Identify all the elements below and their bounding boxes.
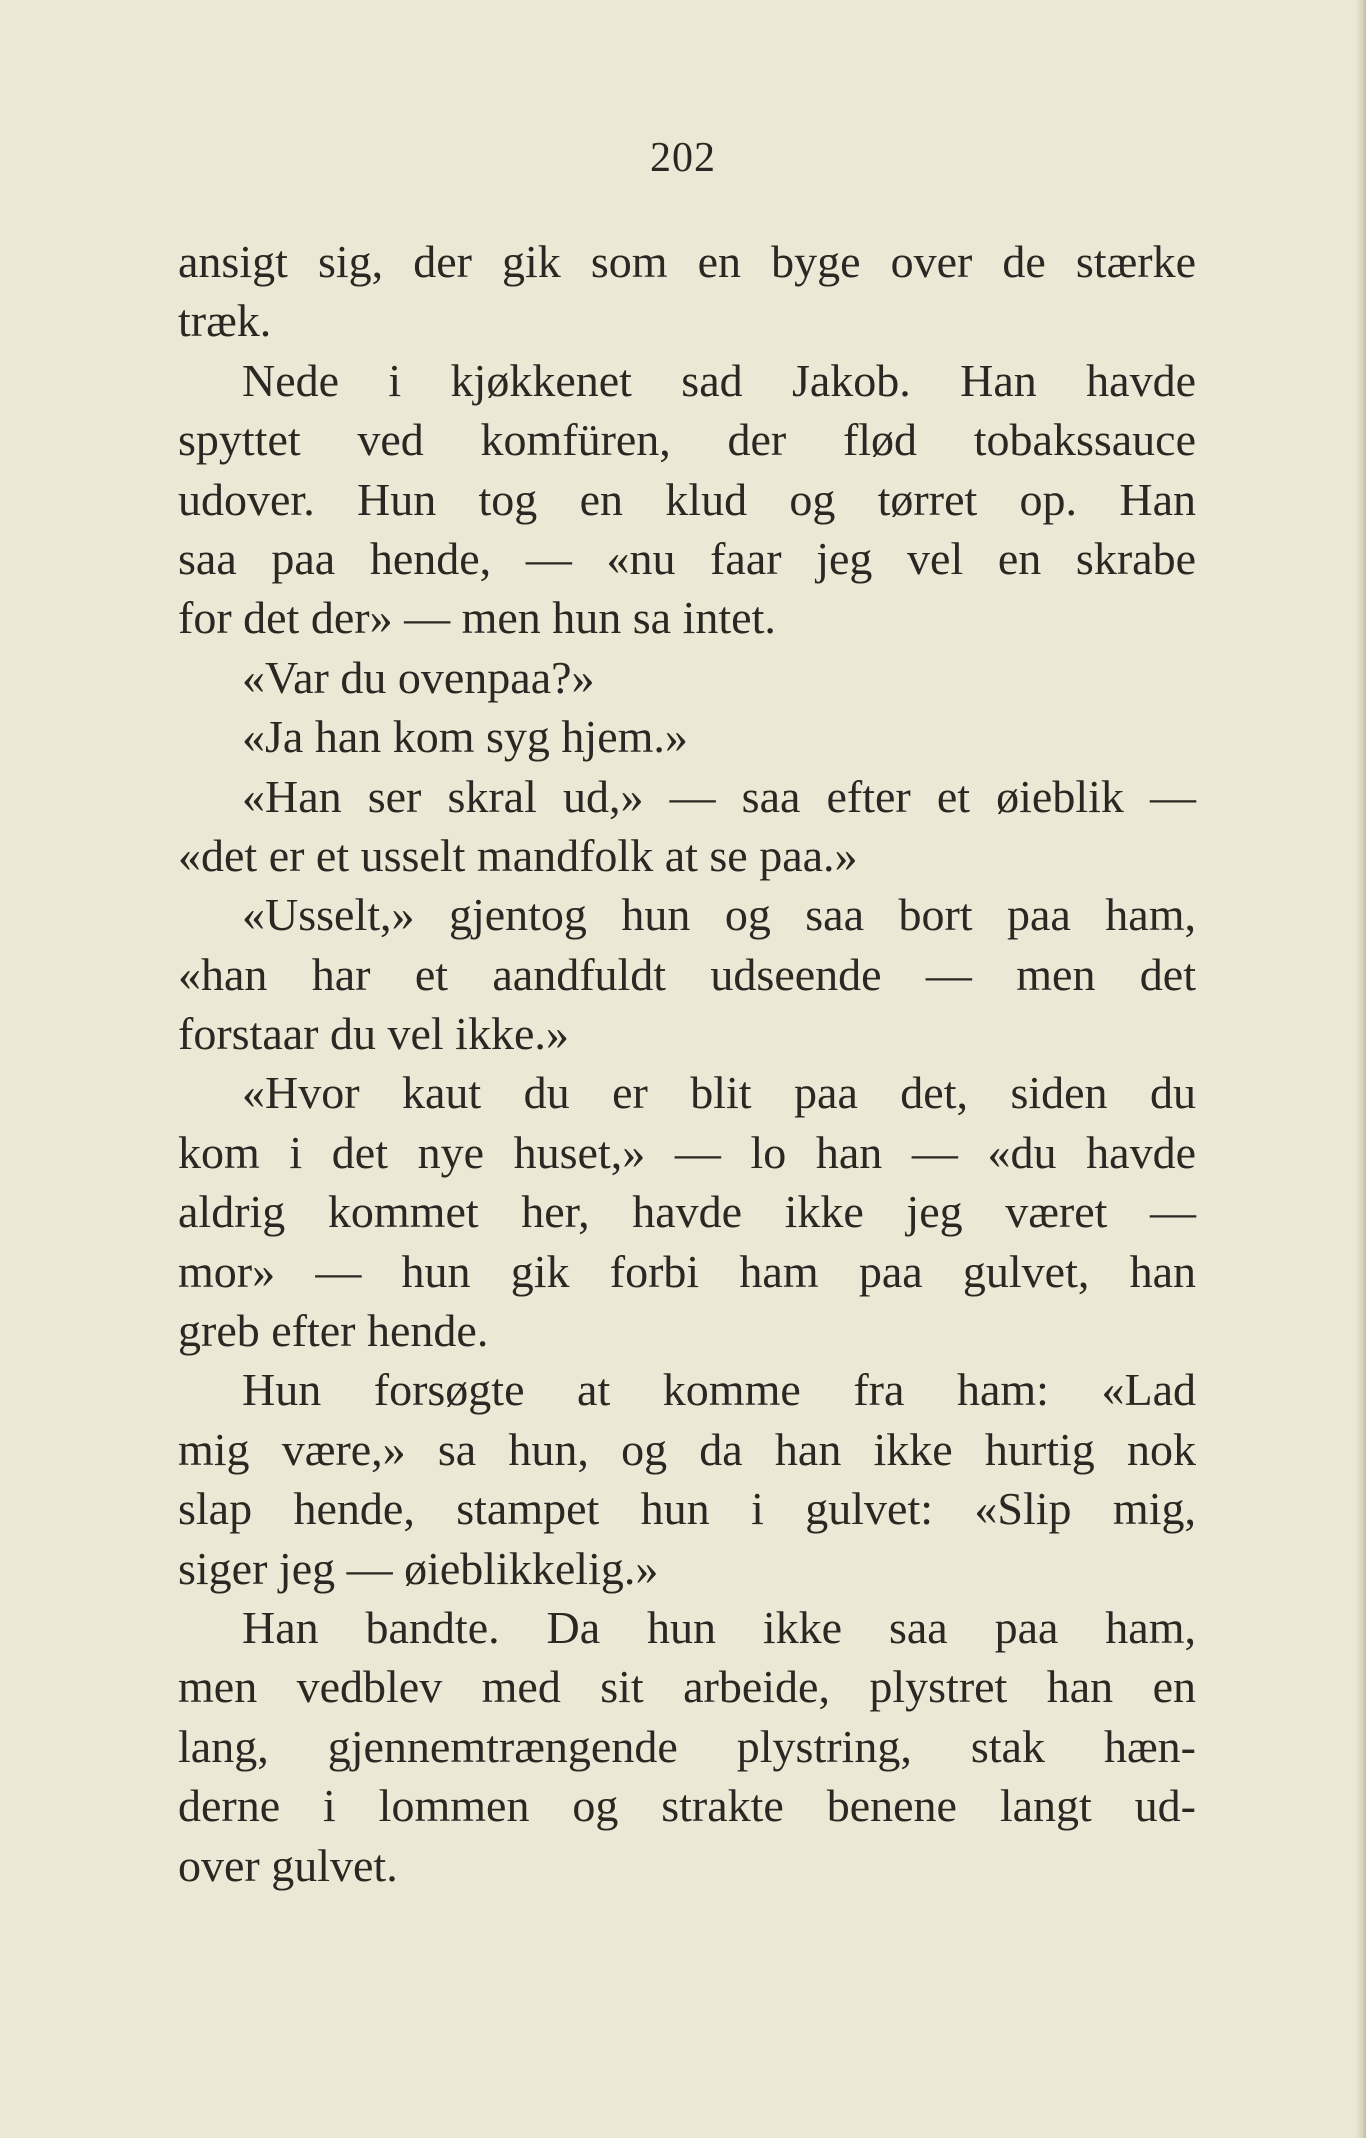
text-line: forstaar du vel ikke.»: [178, 1008, 569, 1060]
text-line: «Hvor kaut du er blit paa det, siden du: [242, 1067, 1196, 1119]
page-number: 202: [650, 135, 716, 181]
body-text: [178, 232, 1196, 1895]
text-line: saa paa hende, — «nu faar jeg vel en skrabe: [178, 532, 1196, 584]
text-line: greb efter hende.: [178, 1305, 489, 1357]
text-line: men vedblev med sit arbeide, plystret han en: [178, 1661, 1196, 1713]
text-line: over gulvet.: [178, 1839, 398, 1891]
text-line: «Ja han kom syg hjem.»: [242, 711, 688, 763]
text-line: «Han ser skral ud,» — saa efter et øieblik —: [242, 770, 1196, 822]
text-line: ansigt sig, der gik som en byge over de stærke: [178, 236, 1196, 287]
text-line: mig være,» sa hun, og da han ikke hurtig nok: [178, 1423, 1196, 1475]
text-line: kom i det nye huset,» — lo han — «du havde: [178, 1126, 1196, 1178]
text-line: «Var du ovenpaa?»: [242, 651, 595, 703]
text-line: derne i lommen og strakte benene langt ud-: [178, 1780, 1196, 1832]
text-line: aldrig kommet her, havde ikke jeg været —: [178, 1186, 1196, 1238]
text-line: spyttet ved komfüren, der flød tobakssauce: [178, 414, 1196, 466]
text-line: træk.: [178, 295, 272, 347]
text-line: siger jeg — øieblikkelig.»: [178, 1542, 659, 1594]
page-edge: [1356, 0, 1366, 2138]
text-line: «Usselt,» gjentog hun og saa bort paa ham,: [242, 889, 1196, 941]
text-line: udover. Hun tog en klud og tørret op. Han: [178, 473, 1196, 525]
text-line: Hun forsøgte at komme fra ham: «Lad: [242, 1364, 1196, 1416]
text-line: for det der» — men hun sa intet.: [178, 592, 776, 644]
text-line: mor» — hun gik forbi ham paa gulvet, han: [178, 1245, 1196, 1297]
text-line: «han har et aandfuldt udseende — men det: [178, 948, 1196, 1000]
text-line: slap hende, stampet hun i gulvet: «Slip mig,: [178, 1483, 1196, 1535]
text-line: Nede i kjøkkenet sad Jakob. Han havde: [242, 354, 1196, 406]
text-line: lang, gjennemtrængende plystring, stak hæn-: [178, 1720, 1196, 1772]
text-line: «det er et usselt mandfolk at se paa.»: [178, 829, 858, 881]
text-line: Han bandte. Da hun ikke saa paa ham,: [242, 1601, 1196, 1653]
